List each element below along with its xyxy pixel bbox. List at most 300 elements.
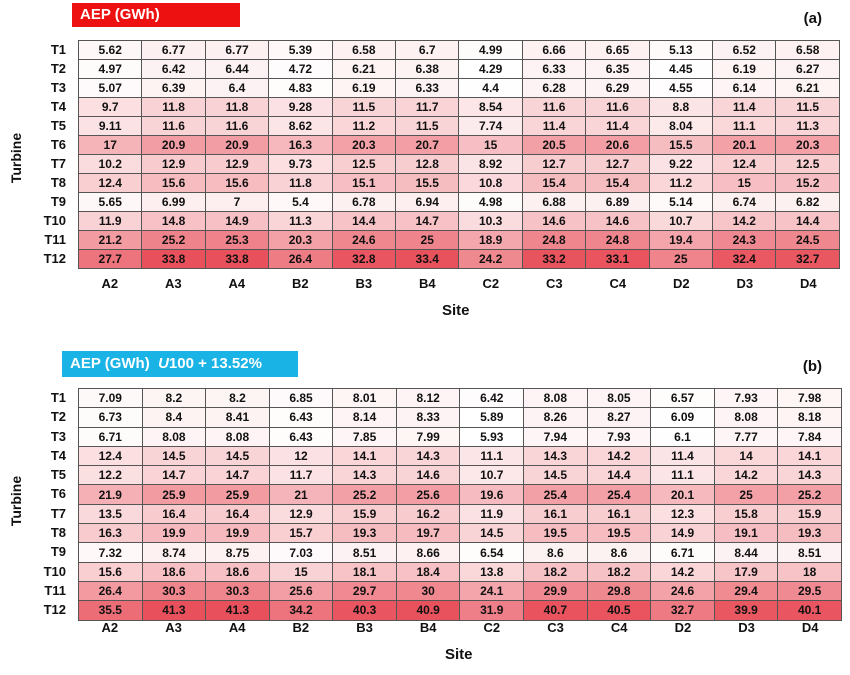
heatmap-row <box>79 504 842 523</box>
heatmap-cell: 7.85 <box>333 427 397 446</box>
heatmap-cell: 8.51 <box>333 543 397 562</box>
heatmap-cell: 29.8 <box>587 581 651 600</box>
heatmap-cell: 13.5 <box>79 504 143 523</box>
heatmap-cell: 32.8 <box>332 250 395 269</box>
heatmap-cell: 33.4 <box>396 250 459 269</box>
column-label: B2 <box>292 620 310 635</box>
heatmap-cell: 39.9 <box>714 601 778 620</box>
row-label: T10 <box>43 563 66 579</box>
heatmap-cell: 15 <box>459 136 522 155</box>
row-label: T6 <box>50 486 66 502</box>
heatmap-panel-b <box>0 350 850 670</box>
heatmap-cell: 14.7 <box>396 212 459 231</box>
heatmap-cell: 15.1 <box>332 174 395 193</box>
badge-text: AEP (GWh) <box>70 355 150 372</box>
heatmap-row <box>79 136 840 155</box>
heatmap-cell: 5.4 <box>269 193 332 212</box>
heatmap-row <box>79 446 842 465</box>
heatmap-cell: 29.9 <box>524 581 588 600</box>
heatmap-cell: 14.6 <box>396 466 460 485</box>
heatmap-cell: 6.71 <box>79 427 143 446</box>
heatmap-cell: 6.89 <box>586 193 649 212</box>
panel-label-b: (b) <box>802 358 822 375</box>
heatmap-cell: 6.99 <box>142 193 205 212</box>
heatmap-cell: 19.7 <box>396 524 460 543</box>
heatmap-cell: 7.09 <box>79 389 143 408</box>
heatmap-cell: 6.4 <box>205 79 268 98</box>
heatmap-cell: 11.6 <box>586 98 649 117</box>
heatmap-cell: 6.33 <box>522 60 585 79</box>
heatmap-cell: 11.7 <box>396 98 459 117</box>
heatmap-cell: 11.9 <box>460 504 524 523</box>
heatmap-table-b <box>78 388 842 621</box>
heatmap-cell: 7.03 <box>269 543 333 562</box>
heatmap-cell: 10.8 <box>459 174 522 193</box>
heatmap-cell: 12.8 <box>396 155 459 174</box>
heatmap-cell: 19.3 <box>778 524 842 543</box>
heatmap-cell: 4.72 <box>269 60 332 79</box>
heatmap-cell: 19.9 <box>206 524 270 543</box>
heatmap-cell: 8.01 <box>333 389 397 408</box>
heatmap-panel-a <box>0 0 850 330</box>
heatmap-cell: 41.3 <box>142 601 206 620</box>
heatmap-row <box>79 466 842 485</box>
metric-badge-b <box>62 351 298 377</box>
heatmap-cell: 21.9 <box>79 485 143 504</box>
y-axis-label-b: Turbine <box>8 475 24 527</box>
heatmap-cell: 14.7 <box>206 466 270 485</box>
heatmap-cell: 30 <box>396 581 460 600</box>
column-label: C2 <box>483 620 501 635</box>
heatmap-cell: 4.97 <box>79 60 142 79</box>
heatmap-cell: 11.7 <box>269 466 333 485</box>
heatmap-cell: 4.83 <box>269 79 332 98</box>
row-label: T9 <box>50 194 66 209</box>
heatmap-cell: 24.3 <box>713 231 776 250</box>
heatmap-cell: 25.2 <box>333 485 397 504</box>
column-label: C4 <box>609 276 627 291</box>
heatmap-cell: 10.2 <box>79 155 142 174</box>
heatmap-cell: 14.2 <box>587 446 651 465</box>
heatmap-cell: 6.19 <box>332 79 395 98</box>
heatmap-cell: 8.6 <box>524 543 588 562</box>
heatmap-cell: 20.7 <box>396 136 459 155</box>
heatmap-cell: 6.74 <box>713 193 776 212</box>
heatmap-cell: 25.9 <box>142 485 206 504</box>
heatmap-cell: 40.7 <box>524 601 588 620</box>
column-labels-b <box>78 620 842 635</box>
column-label: C4 <box>610 620 628 635</box>
heatmap-cell: 15.2 <box>776 174 840 193</box>
heatmap-cell: 4.55 <box>649 79 712 98</box>
heatmap-cell: 17.9 <box>714 562 778 581</box>
heatmap-cell: 26.4 <box>269 250 332 269</box>
heatmap-cell: 14.2 <box>714 466 778 485</box>
heatmap-cell: 40.5 <box>587 601 651 620</box>
column-label: D3 <box>736 276 754 291</box>
heatmap-cell: 15.6 <box>79 562 143 581</box>
heatmap-cell: 20.9 <box>142 136 205 155</box>
heatmap-cell: 4.45 <box>649 60 712 79</box>
heatmap-cell: 6.43 <box>269 427 333 446</box>
heatmap-cell: 12.9 <box>205 155 268 174</box>
heatmap-cell: 18.9 <box>459 231 522 250</box>
heatmap-cell: 25.6 <box>396 485 460 504</box>
heatmap-cell: 33.8 <box>142 250 205 269</box>
heatmap-cell: 7.84 <box>778 427 842 446</box>
heatmap-cell: 7.32 <box>79 543 143 562</box>
heatmap-cell: 8.41 <box>206 408 270 427</box>
heatmap-cell: 15.4 <box>522 174 585 193</box>
heatmap-row <box>79 193 840 212</box>
heatmap-cell: 6.44 <box>205 60 268 79</box>
heatmap-cell: 16.1 <box>587 504 651 523</box>
heatmap-cell: 6.1 <box>651 427 715 446</box>
column-label: A2 <box>101 276 119 291</box>
column-label: A3 <box>164 276 182 291</box>
heatmap-cell: 21.2 <box>79 231 142 250</box>
heatmap-cell: 9.7 <box>79 98 142 117</box>
heatmap-cell: 15.6 <box>142 174 205 193</box>
heatmap-cell: 14.4 <box>776 212 840 231</box>
heatmap-cell: 9.28 <box>269 98 332 117</box>
heatmap-row <box>79 581 842 600</box>
heatmap-row <box>79 601 842 620</box>
x-axis-label-a: Site <box>442 302 470 319</box>
heatmap-cell: 14.4 <box>587 466 651 485</box>
heatmap-cell: 8.44 <box>714 543 778 562</box>
heatmap-cell: 14.2 <box>713 212 776 231</box>
heatmap-cell: 11.4 <box>522 117 585 136</box>
heatmap-row <box>79 79 840 98</box>
heatmap-cell: 8.8 <box>649 98 712 117</box>
panel-label-a: (a) <box>803 10 822 27</box>
heatmap-cell: 18.2 <box>587 562 651 581</box>
heatmap-cell: 12.4 <box>79 446 143 465</box>
heatmap-cell: 16.4 <box>142 504 206 523</box>
heatmap-cell: 15.7 <box>269 524 333 543</box>
heatmap-cell: 12.4 <box>713 155 776 174</box>
heatmap-cell: 41.3 <box>206 601 270 620</box>
heatmap-cell: 19.5 <box>524 524 588 543</box>
heatmap-cell: 25.9 <box>206 485 270 504</box>
heatmap-cell: 14.3 <box>778 466 842 485</box>
heatmap-cell: 15.9 <box>333 504 397 523</box>
heatmap-row <box>79 389 842 408</box>
row-label: T3 <box>50 428 66 444</box>
heatmap-cell: 26.4 <box>79 581 143 600</box>
row-label: T1 <box>50 42 66 57</box>
heatmap-cell: 6.52 <box>713 41 776 60</box>
heatmap-cell: 8.33 <box>396 408 460 427</box>
heatmap-cell: 18.1 <box>333 562 397 581</box>
column-label: A4 <box>228 620 246 635</box>
heatmap-cell: 16.2 <box>396 504 460 523</box>
row-label: T8 <box>50 525 66 541</box>
heatmap-cell: 15.5 <box>649 136 712 155</box>
heatmap-cell: 25.4 <box>587 485 651 504</box>
row-label: T11 <box>44 232 66 247</box>
heatmap-cell: 6.85 <box>269 389 333 408</box>
heatmap-cell: 19.1 <box>714 524 778 543</box>
heatmap-cell: 8.2 <box>206 389 270 408</box>
heatmap-cell: 12.5 <box>332 155 395 174</box>
heatmap-cell: 6.21 <box>776 79 840 98</box>
y-axis-label-a: Turbine <box>8 132 24 184</box>
heatmap-cell: 5.89 <box>460 408 524 427</box>
heatmap-cell: 19.9 <box>142 524 206 543</box>
heatmap-cell: 8.14 <box>333 408 397 427</box>
heatmap-cell: 11.4 <box>651 446 715 465</box>
heatmap-cell: 11.1 <box>651 466 715 485</box>
heatmap-cell: 14.3 <box>396 446 460 465</box>
heatmap-cell: 29.5 <box>778 581 842 600</box>
heatmap-cell: 6.71 <box>651 543 715 562</box>
heatmap-cell: 8.6 <box>587 543 651 562</box>
heatmap-cell: 20.3 <box>332 136 395 155</box>
heatmap-cell: 7.94 <box>524 427 588 446</box>
heatmap-cell: 25.3 <box>205 231 268 250</box>
heatmap-cell: 4.4 <box>459 79 522 98</box>
heatmap-cell: 11.5 <box>776 98 840 117</box>
heatmap-cell: 7.77 <box>714 427 778 446</box>
heatmap-cell: 40.9 <box>396 601 460 620</box>
heatmap-cell: 24.5 <box>776 231 840 250</box>
column-label: C2 <box>482 276 500 291</box>
heatmap-cell: 30.3 <box>206 581 270 600</box>
badge-italic: U <box>158 355 169 372</box>
heatmap-cell: 11.3 <box>269 212 332 231</box>
heatmap-row <box>79 231 840 250</box>
column-label: D2 <box>672 276 690 291</box>
heatmap-cell: 20.6 <box>586 136 649 155</box>
x-axis-label-b: Site <box>445 646 473 663</box>
heatmap-cell: 25 <box>649 250 712 269</box>
heatmap-cell: 18.6 <box>142 562 206 581</box>
column-label: D3 <box>738 620 755 635</box>
column-label: B4 <box>418 276 436 291</box>
heatmap-cell: 14.3 <box>333 466 397 485</box>
heatmap-cell: 14.5 <box>524 466 588 485</box>
heatmap-row <box>79 408 842 427</box>
heatmap-cell: 6.57 <box>651 389 715 408</box>
heatmap-cell: 14.9 <box>651 524 715 543</box>
row-labels-b <box>26 388 66 620</box>
heatmap-cell: 31.9 <box>460 601 524 620</box>
heatmap-cell: 32.7 <box>651 601 715 620</box>
heatmap-cell: 14.1 <box>778 446 842 465</box>
row-label: T12 <box>43 602 66 618</box>
heatmap-row <box>79 98 840 117</box>
badge-text: AEP (GWh) <box>80 6 160 23</box>
heatmap-cell: 8.18 <box>778 408 842 427</box>
row-label: T5 <box>50 467 66 483</box>
heatmap-row <box>79 212 840 231</box>
heatmap-cell: 24.1 <box>460 581 524 600</box>
heatmap-cell: 20.3 <box>776 136 840 155</box>
row-label: T10 <box>43 213 66 228</box>
heatmap-cell: 7.74 <box>459 117 522 136</box>
row-label: T7 <box>50 156 66 171</box>
heatmap-cell: 7.93 <box>714 389 778 408</box>
heatmap-cell: 16.3 <box>79 524 143 543</box>
heatmap-cell: 20.5 <box>522 136 585 155</box>
heatmap-row <box>79 485 842 504</box>
heatmap-cell: 8.54 <box>459 98 522 117</box>
heatmap-cell: 24.2 <box>459 250 522 269</box>
heatmap-cell: 7.99 <box>396 427 460 446</box>
heatmap-cell: 11.4 <box>586 117 649 136</box>
heatmap-cell: 8.4 <box>142 408 206 427</box>
row-label: T1 <box>50 390 66 405</box>
row-label: T6 <box>50 137 66 152</box>
heatmap-cell: 33.1 <box>586 250 649 269</box>
heatmap-cell: 6.42 <box>142 60 205 79</box>
heatmap-cell: 12.7 <box>586 155 649 174</box>
heatmap-cell: 5.07 <box>79 79 142 98</box>
heatmap-cell: 8.26 <box>524 408 588 427</box>
heatmap-cell: 8.74 <box>142 543 206 562</box>
column-label: C3 <box>545 276 563 291</box>
heatmap-cell: 6.33 <box>396 79 459 98</box>
heatmap-row <box>79 174 840 193</box>
heatmap-cell: 13.8 <box>460 562 524 581</box>
heatmap-cell: 34.2 <box>269 601 333 620</box>
heatmap-cell: 12.3 <box>651 504 715 523</box>
heatmap-cell: 8.05 <box>587 389 651 408</box>
heatmap-cell: 25.4 <box>524 485 588 504</box>
heatmap-cell: 6.73 <box>79 408 143 427</box>
heatmap-cell: 18 <box>778 562 842 581</box>
heatmap-cell: 11.2 <box>332 117 395 136</box>
heatmap-cell: 14.3 <box>524 446 588 465</box>
heatmap-cell: 11.6 <box>205 117 268 136</box>
heatmap-cell: 8.08 <box>206 427 270 446</box>
heatmap-cell: 6.14 <box>713 79 776 98</box>
heatmap-cell: 40.1 <box>778 601 842 620</box>
heatmap-cell: 15.9 <box>778 504 842 523</box>
heatmap-cell: 14.1 <box>333 446 397 465</box>
heatmap-cell: 6.38 <box>396 60 459 79</box>
column-labels-a <box>78 276 840 291</box>
heatmap-cell: 19.5 <box>587 524 651 543</box>
heatmap-cell: 14.7 <box>142 466 206 485</box>
heatmap-cell: 14 <box>714 446 778 465</box>
heatmap-row <box>79 41 840 60</box>
heatmap-cell: 11.1 <box>713 117 776 136</box>
heatmap-table-a <box>78 40 840 269</box>
heatmap-cell: 15.6 <box>205 174 268 193</box>
heatmap-cell: 11.6 <box>142 117 205 136</box>
heatmap-row <box>79 543 842 562</box>
badge-suffix: 100 + 13.52% <box>168 355 262 372</box>
heatmap-cell: 7 <box>205 193 268 212</box>
column-label: D2 <box>674 620 692 635</box>
heatmap-cell: 24.8 <box>522 231 585 250</box>
heatmap-cell: 17 <box>79 136 142 155</box>
row-label: T4 <box>50 99 66 114</box>
heatmap-cell: 5.62 <box>79 41 142 60</box>
heatmap-cell: 6.29 <box>586 79 649 98</box>
row-label: T12 <box>43 251 66 266</box>
heatmap-row <box>79 524 842 543</box>
heatmap-cell: 5.93 <box>460 427 524 446</box>
heatmap-cell: 33.2 <box>522 250 585 269</box>
heatmap-row <box>79 155 840 174</box>
heatmap-cell: 12.5 <box>776 155 840 174</box>
heatmap-cell: 6.43 <box>269 408 333 427</box>
row-label: T3 <box>50 80 66 95</box>
heatmap-cell: 11.3 <box>776 117 840 136</box>
row-label: T7 <box>50 505 66 521</box>
heatmap-cell: 4.98 <box>459 193 522 212</box>
heatmap-cell: 11.8 <box>142 98 205 117</box>
row-label: T9 <box>50 544 66 560</box>
heatmap-cell: 21 <box>269 485 333 504</box>
heatmap-cell: 5.65 <box>79 193 142 212</box>
heatmap-cell: 9.73 <box>269 155 332 174</box>
heatmap-cell: 4.99 <box>459 41 522 60</box>
heatmap-cell: 16.4 <box>206 504 270 523</box>
heatmap-cell: 6.66 <box>522 41 585 60</box>
heatmap-row <box>79 562 842 581</box>
heatmap-cell: 5.14 <box>649 193 712 212</box>
heatmap-row <box>79 60 840 79</box>
heatmap-cell: 8.27 <box>587 408 651 427</box>
heatmap-cell: 6.19 <box>713 60 776 79</box>
heatmap-cell: 6.58 <box>332 41 395 60</box>
heatmap-cell: 14.5 <box>206 446 270 465</box>
heatmap-cell: 6.78 <box>332 193 395 212</box>
heatmap-cell: 8.12 <box>396 389 460 408</box>
column-label: B4 <box>419 620 437 635</box>
heatmap-cell: 29.7 <box>333 581 397 600</box>
heatmap-cell: 10.7 <box>649 212 712 231</box>
row-label: T5 <box>50 118 66 133</box>
heatmap-cell: 15 <box>713 174 776 193</box>
heatmap-cell: 11.1 <box>460 446 524 465</box>
heatmap-cell: 15.4 <box>586 174 649 193</box>
heatmap-cell: 8.51 <box>778 543 842 562</box>
heatmap-cell: 6.54 <box>460 543 524 562</box>
heatmap-cell: 25.6 <box>269 581 333 600</box>
heatmap-cell: 6.77 <box>205 41 268 60</box>
column-label: A4 <box>228 276 246 291</box>
heatmap-cell: 29.4 <box>714 581 778 600</box>
heatmap-cell: 15.8 <box>714 504 778 523</box>
metric-badge-a <box>72 3 240 27</box>
heatmap-cell: 33.8 <box>205 250 268 269</box>
heatmap-cell: 25 <box>714 485 778 504</box>
row-label: T8 <box>50 175 66 190</box>
heatmap-cell: 4.29 <box>459 60 522 79</box>
heatmap-cell: 18.2 <box>524 562 588 581</box>
column-label: A2 <box>101 620 119 635</box>
heatmap-cell: 12 <box>269 446 333 465</box>
heatmap-cell: 11.5 <box>396 117 459 136</box>
heatmap-cell: 12.9 <box>142 155 205 174</box>
heatmap-cell: 11.9 <box>79 212 142 231</box>
row-label: T2 <box>50 61 66 76</box>
heatmap-cell: 9.22 <box>649 155 712 174</box>
heatmap-cell: 8.08 <box>142 427 206 446</box>
heatmap-cell: 8.92 <box>459 155 522 174</box>
heatmap-cell: 18.6 <box>206 562 270 581</box>
heatmap-cell: 12.7 <box>522 155 585 174</box>
heatmap-cell: 11.8 <box>205 98 268 117</box>
heatmap-cell: 20.1 <box>713 136 776 155</box>
heatmap-cell: 14.5 <box>460 524 524 543</box>
